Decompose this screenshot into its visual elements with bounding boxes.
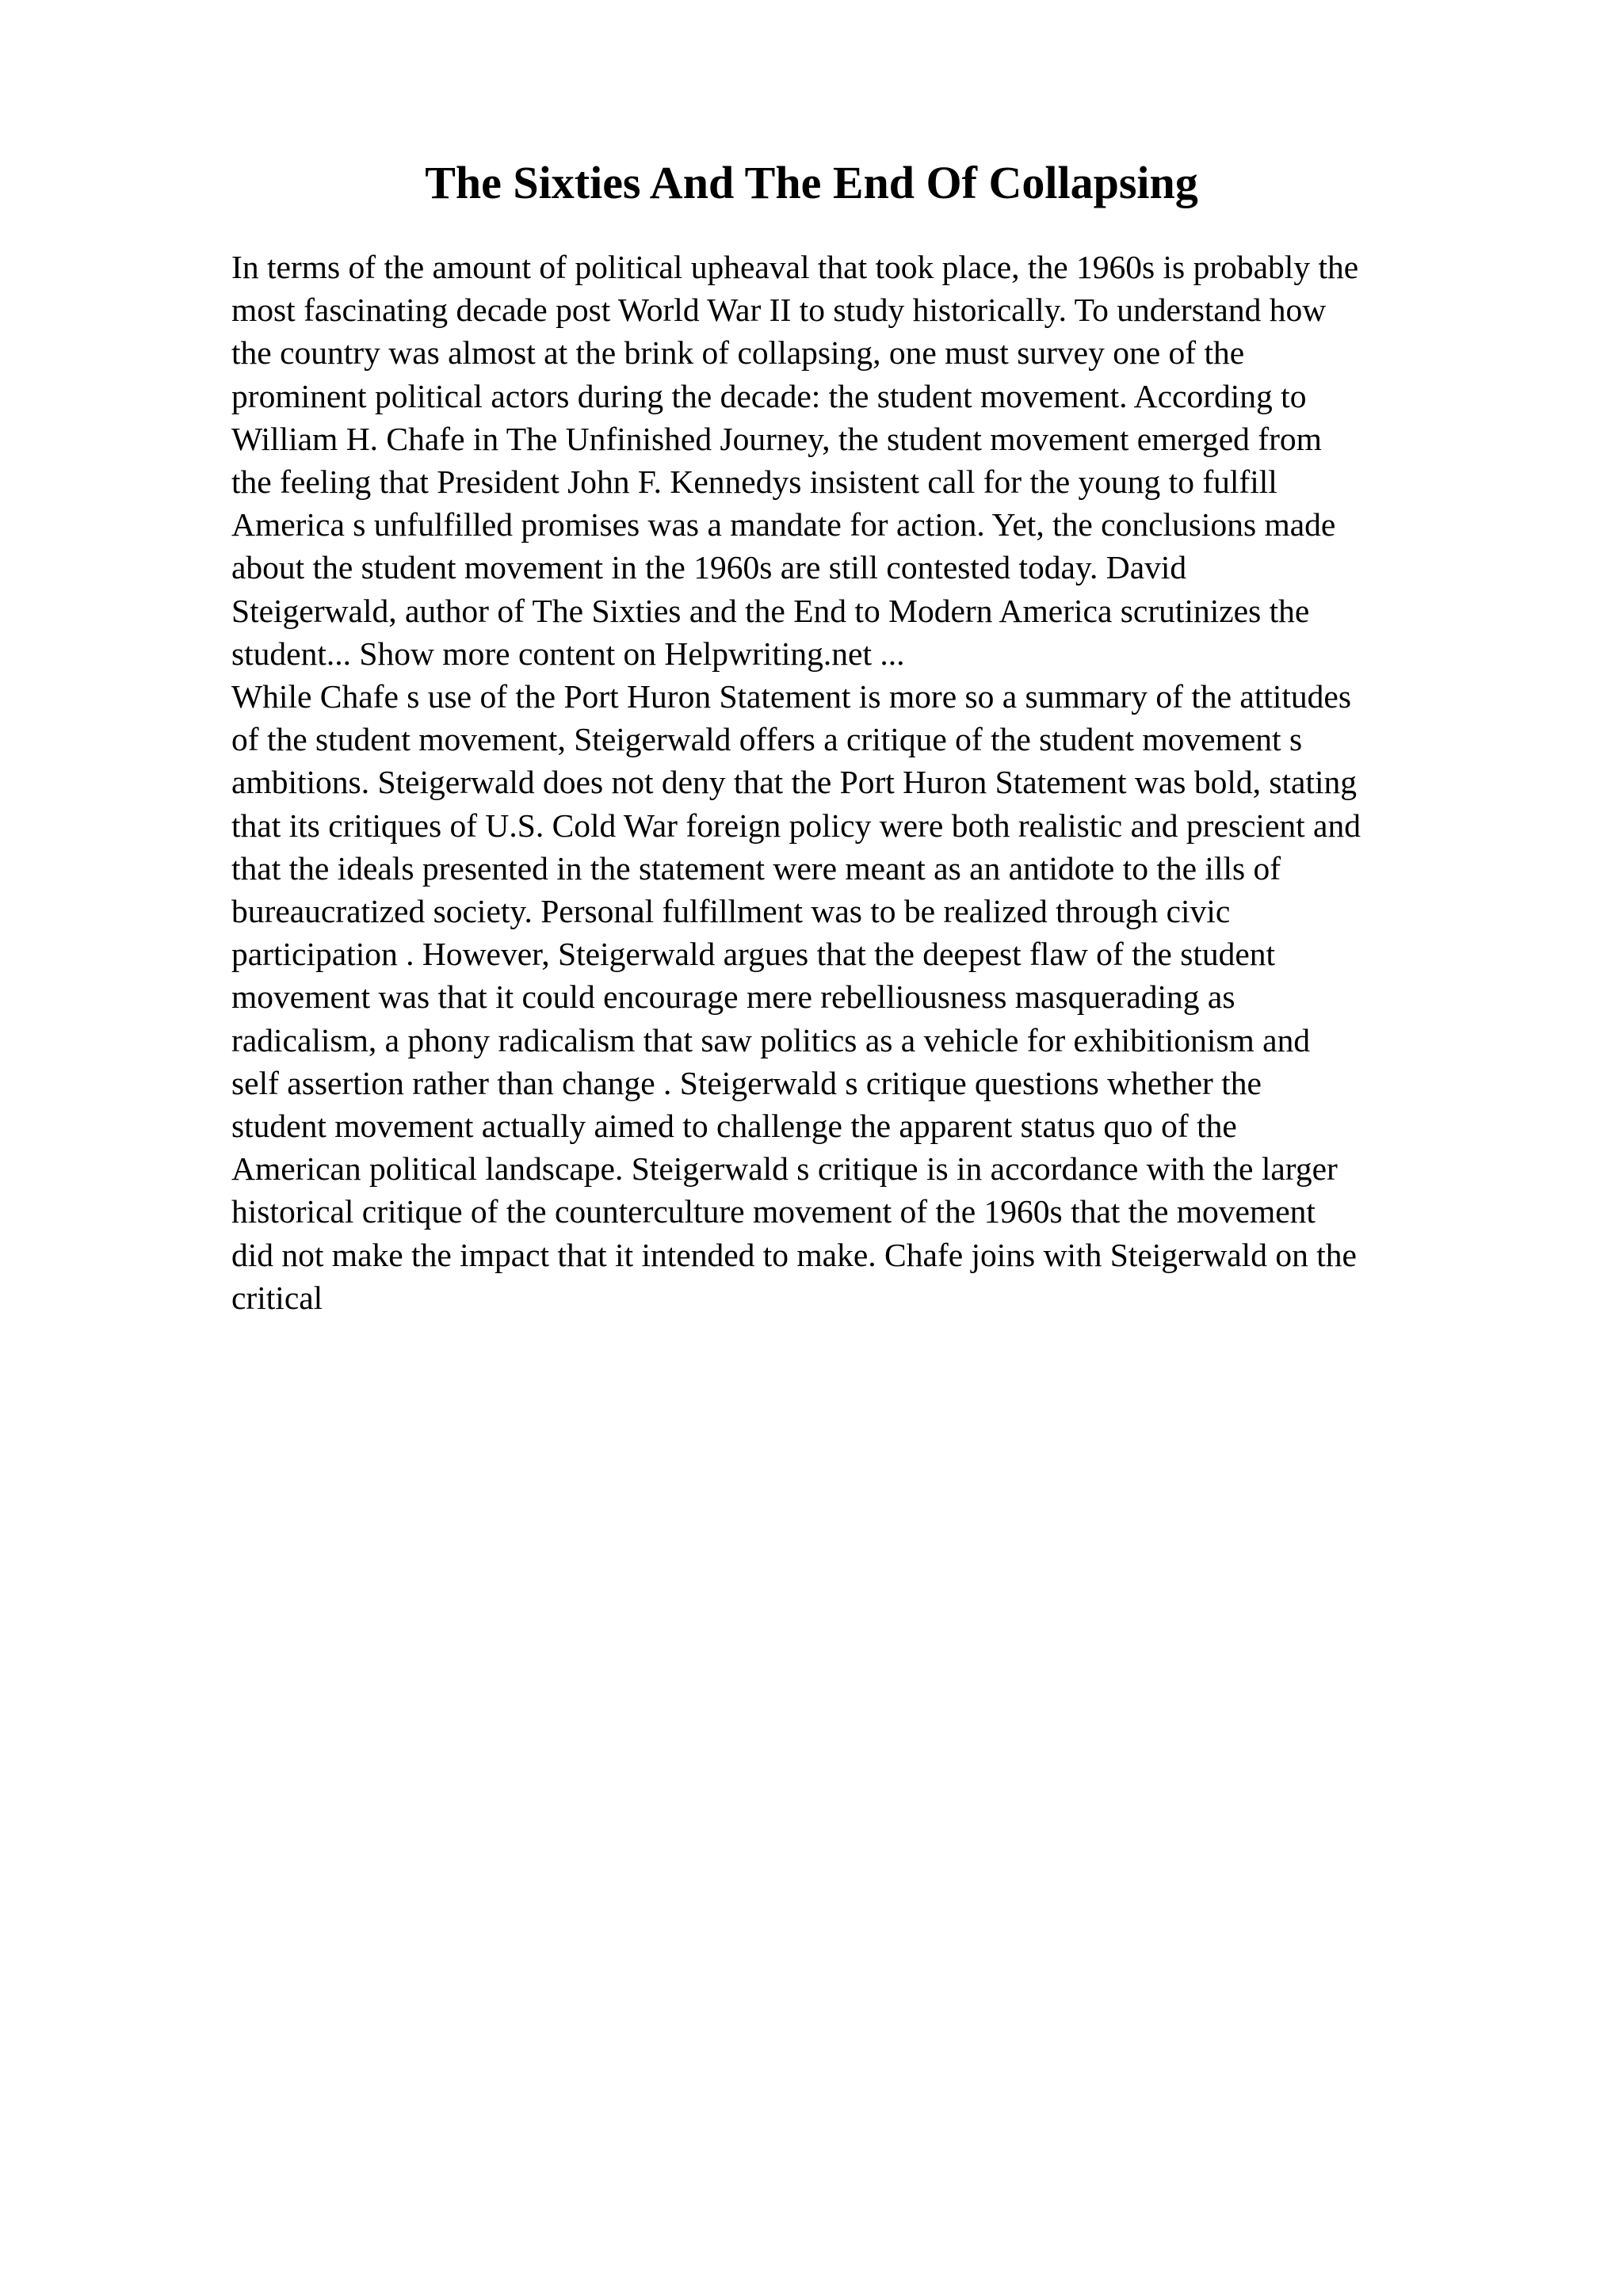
text-line: participation . However, Steigerwald argues that the deepest flaw of the student [231,936,1276,973]
text-line: While Chafe s use of the Port Huron Statement is more so a summary of the attitudes [231,678,1352,715]
text-line: student... Show more content on Helpwriting.net ... [231,635,905,672]
text-line: student movement actually aimed to challenge the apparent status quo of the [231,1108,1237,1145]
text-line: American political landscape. Steigerwald s critique is in accordance with the larger [231,1150,1338,1188]
text-line: of the student movement, Steigerwald offers a critique of the student movement s [231,721,1303,758]
paragraph-1 [231,246,1515,675]
text-line: that its critiques of U.S. Cold War foreign policy were both realistic and prescient and [231,807,1361,844]
text-line: self assertion rather than change . Steigerwald s critique questions whether the [231,1064,1262,1101]
text-line: ambitions. Steigerwald does not deny that the Port Huron Statement was bold, stating [231,764,1358,801]
paragraph-2 [231,675,1515,1319]
document-title: The Sixties And The End Of Collapsing [425,157,1198,208]
text-line: the feeling that President John F. Kennedys insistent call for the young to fulfill [231,463,1277,501]
text-line: Steigerwald, author of The Sixties and the End to Modern America scrutinizes the [231,592,1310,629]
text-line: the country was almost at the brink of collapsing, one must survey one of the [231,334,1245,372]
text-line: that the ideals presented in the statement were meant as an antidote to the ills of [231,849,1281,887]
document-body [231,246,1515,1319]
text-line: most fascinating decade post World War II to study historically. To understand how [231,292,1327,329]
text-line: critical [231,1279,323,1316]
text-line: prominent political actors during the decade: the student movement. According to [231,377,1307,414]
text-line: In terms of the amount of political upheaval that took place, the 1960s is probably the [231,249,1359,285]
text-line: radicalism, a phony radicalism that saw politics as a vehicle for exhibitionism and [231,1021,1311,1058]
text-line: about the student movement in the 1960s are still contested today. David [231,549,1187,586]
text-line: movement was that it could encourage mere rebelliousness masquerading as [231,978,1235,1016]
text-line: historical critique of the counterculture movement of the 1960s that the movement [231,1193,1316,1230]
text-line: William H. Chafe in The Unfinished Journey, the student movement emerged from [231,420,1322,457]
text-line: bureaucratized society. Personal fulfillment was to be realized through civic [231,893,1231,930]
text-line: America s unfulfilled promises was a mandate for action. Yet, the conclusions made [231,506,1336,543]
text-line: did not make the impact that it intended to make. Chafe joins with Steigerwald on the [231,1236,1357,1273]
